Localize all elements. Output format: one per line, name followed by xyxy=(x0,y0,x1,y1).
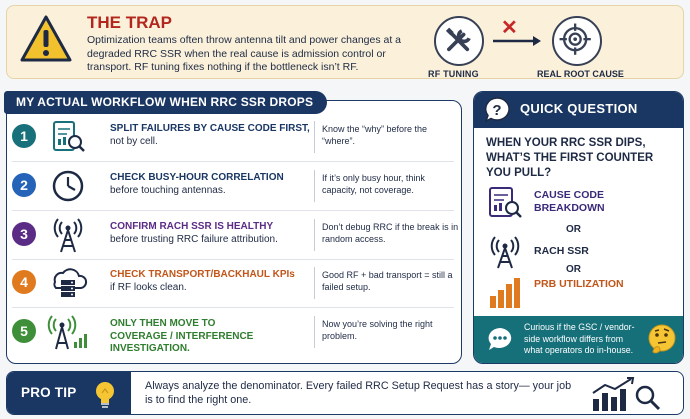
step-note: Know the “why” before the “where”. xyxy=(322,124,428,147)
row-divider xyxy=(12,307,454,308)
step-number: 1 xyxy=(12,124,36,148)
option-label: RACH SSR xyxy=(534,245,589,257)
option-label: PRB UTILIZATION xyxy=(534,278,624,290)
quick-question-panel xyxy=(473,91,684,364)
step-text xyxy=(110,318,316,356)
divider xyxy=(314,219,315,251)
step-text xyxy=(110,221,316,246)
thinking-face-icon xyxy=(646,323,678,357)
report-search-icon xyxy=(486,185,524,221)
step-text xyxy=(110,172,316,197)
step-title: ONLY THEN MOVE TO xyxy=(110,318,216,329)
pro-tip-label: PRO TIP xyxy=(21,385,77,400)
arrow-icon xyxy=(491,34,543,48)
step-title: CHECK BUSY-HOUR CORRELATION xyxy=(110,172,284,183)
antenna-icon xyxy=(486,234,524,270)
step-subtitle: not by cell. xyxy=(110,135,158,147)
step-number: 2 xyxy=(12,173,36,197)
quick-question-text: WHEN YOUR RRC SSR DIPS, WHAT’S THE FIRST COUNTER YOU PULL? xyxy=(486,137,654,179)
step-note: Good RF + bad transport = still a failed setup. xyxy=(322,270,453,293)
divider xyxy=(314,267,315,299)
x-icon: ✕ xyxy=(501,17,518,39)
bar-chart-icon xyxy=(486,274,524,310)
step-text xyxy=(110,123,316,148)
workflow-step-4 xyxy=(12,264,454,304)
root-cause-label: REAL ROOT CAUSE xyxy=(537,69,624,79)
quick-question-header xyxy=(474,92,683,128)
lightbulb-icon xyxy=(91,379,119,409)
step-title: CHECK TRANSPORT/BACKHAUL KPIs xyxy=(110,269,295,280)
cloud-server-icon xyxy=(46,264,90,302)
option-label: CAUSE CODE BREAKDOWN xyxy=(534,189,605,214)
workflow-title: MY ACTUAL WORKFLOW WHEN RRC SSR DROPS xyxy=(4,91,327,114)
curious-text: Curious if the GSC / vendor-side workflow differs from what operators do in-house. xyxy=(524,322,635,355)
report-search-icon xyxy=(46,118,90,156)
step-number: 3 xyxy=(12,222,36,246)
row-divider xyxy=(12,161,454,162)
step-note: Don’t debug RRC if the break is in random access. xyxy=(322,222,459,245)
pro-tip-banner xyxy=(6,371,684,415)
step-note: Now you’re solving the right problem. xyxy=(322,319,433,342)
warning-icon xyxy=(19,14,73,64)
row-divider xyxy=(12,259,454,260)
pro-tip-text: Always analyze the denominator. Every failed RRC Setup Request has a story— your job is to find the right one. xyxy=(145,380,572,406)
step-title: CONFIRM RACH SSR IS HEALTHY xyxy=(110,221,274,232)
curious-banner xyxy=(474,316,683,364)
workflow-step-2 xyxy=(12,167,454,207)
trap-body: Optimization teams often throw antenna tilt and power changes at a degraded RRC SSR when the real cause is admission control or transport. RF tuning fixes nothing if the bottleneck isn’t RF. xyxy=(87,34,402,74)
step-number: 4 xyxy=(12,270,36,294)
workflow-step-1 xyxy=(12,118,454,158)
workflow-step-3 xyxy=(12,216,459,256)
or-divider: OR xyxy=(566,224,581,235)
divider xyxy=(314,170,315,202)
chart-magnifier-icon xyxy=(587,375,667,413)
option-cause-code[interactable] xyxy=(486,185,676,221)
option-prb-utilization[interactable] xyxy=(486,274,676,310)
row-divider xyxy=(12,210,454,211)
or-divider: OR xyxy=(566,264,581,275)
step-subtitle: if RF looks clean. xyxy=(110,281,187,293)
step-text xyxy=(110,269,316,294)
signal-tower-icon xyxy=(46,313,90,351)
divider xyxy=(314,121,315,153)
trap-banner xyxy=(6,5,684,79)
target-icon xyxy=(552,16,602,66)
tools-icon xyxy=(434,16,484,66)
clock-icon xyxy=(46,167,90,205)
svg-text:?: ? xyxy=(492,102,502,119)
step-subtitle: before trusting RRC failure attribution. xyxy=(110,233,278,245)
step-number: 5 xyxy=(12,319,36,343)
divider xyxy=(314,316,315,348)
step-note: If it’s only busy hour, think capacity, not coverage. xyxy=(322,173,425,196)
step-subtitle: before touching antennas. xyxy=(110,184,226,196)
question-bubble-icon xyxy=(483,96,511,124)
antenna-icon xyxy=(46,216,90,254)
pro-tip-tab xyxy=(7,372,131,415)
option-rach-ssr[interactable] xyxy=(486,234,676,270)
step-subtitle: COVERAGE / INTERFERENCE INVESTIGATION. xyxy=(110,330,254,354)
workflow-step-5 xyxy=(12,313,454,353)
step-title: SPLIT FAILURES BY CAUSE CODE FIRST, xyxy=(110,123,310,134)
chat-bubble-icon xyxy=(486,325,514,353)
quick-question-title: QUICK QUESTION xyxy=(520,101,638,116)
rf-tuning-label: RF TUNING xyxy=(428,69,479,79)
trap-title: THE TRAP xyxy=(87,13,172,32)
